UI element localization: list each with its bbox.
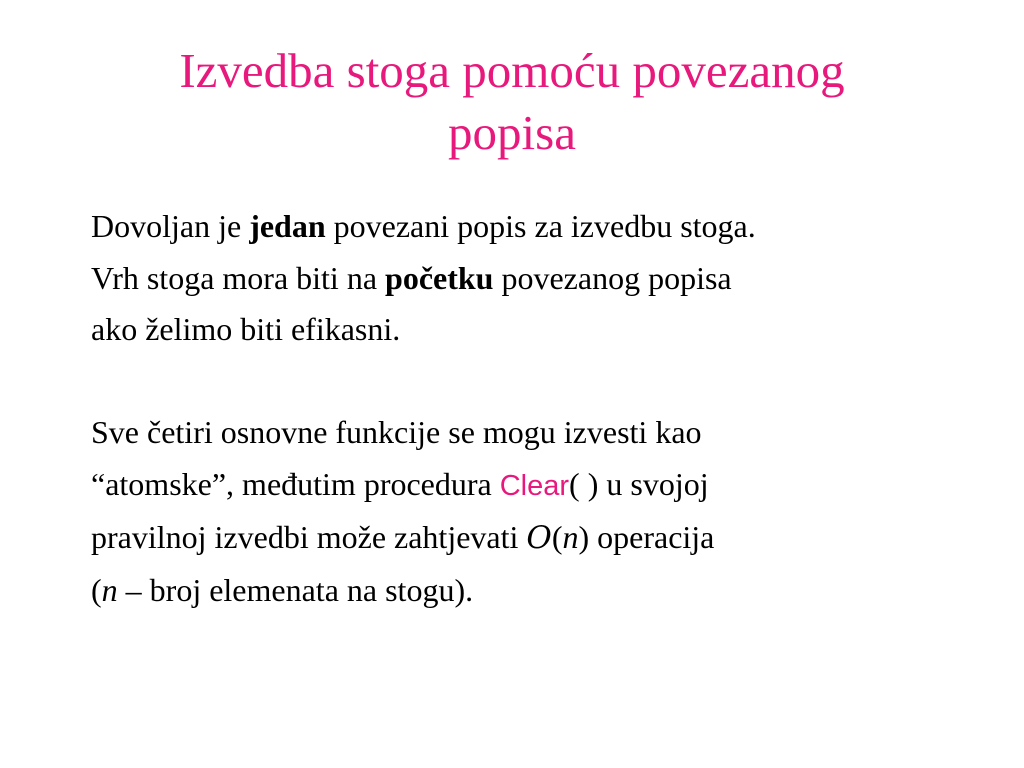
- text: pravilnoj izvedbi može zahtjevati: [91, 519, 527, 555]
- title-line-1: Izvedba stoga pomoću povezanog: [179, 43, 845, 98]
- text: ) operacija: [578, 519, 715, 555]
- paragraph-1: [91, 201, 991, 356]
- slide-body: [91, 201, 991, 616]
- text: – broj elemenata na stogu).: [117, 571, 474, 608]
- paragraph-2: [91, 407, 991, 616]
- emphasis-jedan: jedan: [249, 208, 326, 244]
- text: Dovoljan je: [91, 208, 250, 244]
- text: (: [91, 571, 102, 608]
- text: “atomske”, međutim procedura: [91, 465, 500, 502]
- paragraph-2-line-2: [91, 459, 991, 513]
- text: povezanog popisa: [493, 259, 732, 296]
- title-line-2: popisa: [448, 105, 576, 160]
- variable-n: n: [562, 519, 579, 555]
- paragraph-1-line-2: [91, 253, 991, 305]
- emphasis-pocetku: početku: [385, 259, 494, 296]
- variable-n: n: [101, 571, 118, 608]
- paragraph-2-line-1: Sve četiri osnovne funkcije se mogu izvesti kao: [91, 414, 702, 450]
- paragraph-1-line-1: [91, 201, 991, 253]
- text: (: [551, 519, 563, 555]
- big-o-symbol: O: [526, 520, 552, 556]
- paragraph-2-line-4: [91, 565, 991, 617]
- text: povezani popis za izvedbu stoga.: [325, 208, 756, 244]
- paragraph-2-line-3: [91, 512, 991, 565]
- clear-procedure-name: Clear: [499, 469, 570, 502]
- paragraph-1-line-3: ako želimo biti efikasni.: [91, 311, 401, 347]
- slide-title: [0, 40, 1024, 164]
- text: ( ) u svojoj: [569, 465, 709, 502]
- text: Vrh stoga mora biti na: [91, 259, 386, 296]
